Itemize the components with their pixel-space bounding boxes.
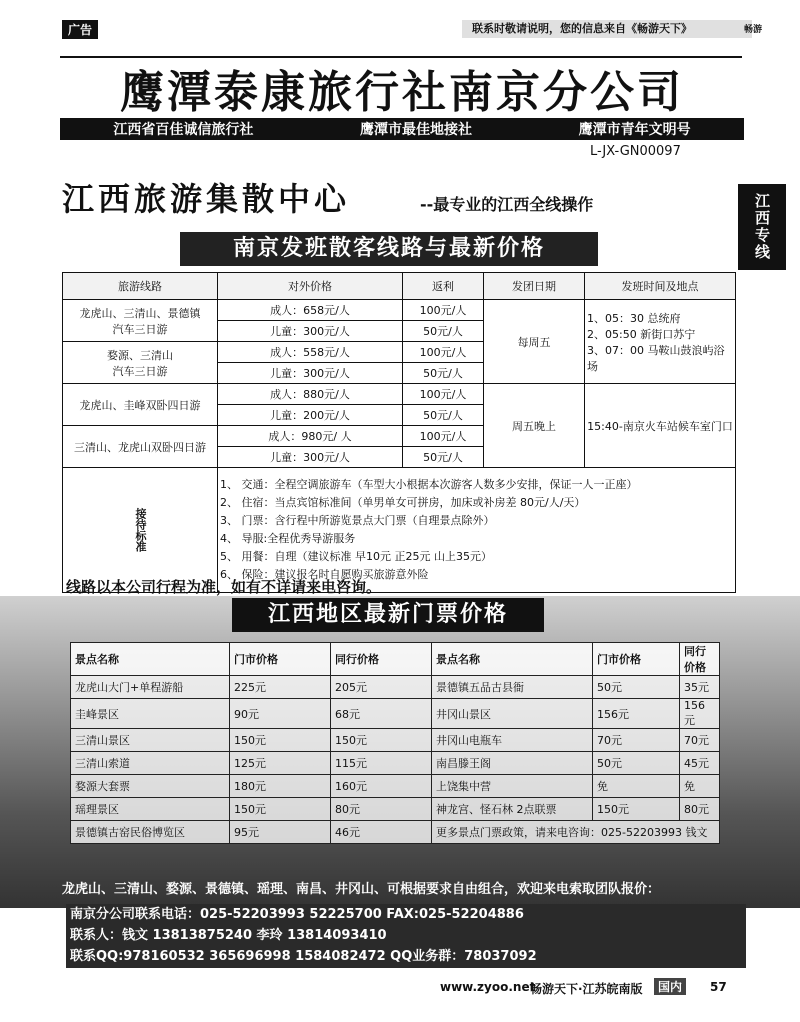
ticket-table [70, 642, 720, 844]
col-header: 旅游线路 [63, 273, 218, 300]
more-info: 更多景点门票政策，请来电咨询：025-52203993 钱文 [432, 821, 720, 844]
notes-list [218, 468, 736, 593]
section-tab: 江西专线 [738, 184, 786, 270]
retail-price: 156元 [593, 699, 680, 729]
spot-name: 神龙宫、怪石林 2点联票 [432, 798, 593, 821]
trade-price: 45元 [680, 752, 720, 775]
child-price: 儿童：300元/人 [218, 447, 403, 468]
route-name: 三清山、龙虎山双卧四日游 [63, 426, 218, 468]
adult-rebate: 100元/人 [403, 342, 484, 363]
retail-price: 180元 [230, 775, 331, 798]
spot-name: 瑶理景区 [71, 798, 230, 821]
col-header: 发团日期 [484, 273, 585, 300]
route-name: 龙虎山、三清山、景德镇 汽车三日游 [63, 300, 218, 342]
table-row [71, 676, 720, 699]
retail-price: 150元 [230, 729, 331, 752]
route-section-title: 南京发班散客线路与最新价格 [180, 232, 598, 266]
notes-label: 接待标准 [63, 468, 218, 593]
company-name: 鹰潭泰康旅行社南京分公司 [120, 67, 684, 118]
spot-name: 三清山景区 [71, 729, 230, 752]
hub-title: 江西旅游集散中心 [62, 180, 351, 218]
table-row [71, 729, 720, 752]
child-rebate: 50元/人 [403, 321, 484, 342]
route-table [62, 272, 736, 593]
combo-note: 龙虎山、三清山、婺源、景德镇、瑶理、南昌、井冈山、可根据要求自由组合，欢迎来电索取团队报价： [62, 882, 661, 897]
note-item: 1、 交通：全程空调旅游车（车型大小根据本次游客人数多少安排，保证一人一正座） [220, 478, 638, 491]
contact-qq: 联系QQ:978160532 365696998 1584082472 QQ业务群：78037092 [70, 949, 537, 964]
child-rebate: 50元/人 [403, 447, 484, 468]
honor-bar [60, 118, 744, 140]
note-item: 6、 保险：建议报名时自愿购买旅游意外险 [220, 568, 429, 581]
adult-price: 成人：880元/人 [218, 384, 403, 405]
adult-rebate: 100元/人 [403, 300, 484, 321]
col-header: 同行价格 [331, 643, 432, 676]
trade-price: 115元 [331, 752, 432, 775]
adult-price: 成人：558元/人 [218, 342, 403, 363]
trade-price: 160元 [331, 775, 432, 798]
disclaimer: 线路以本公司行程为准，如有不详请来电咨询。 [66, 578, 382, 596]
trade-price: 150元 [331, 729, 432, 752]
spot-name: 井冈山景区 [432, 699, 593, 729]
child-rebate: 50元/人 [403, 405, 484, 426]
ad-tag: 广告 [62, 20, 98, 39]
footer-brand: 畅游天下·江苏皖南版 [530, 982, 643, 996]
note-item: 4、 导服:全程优秀导游服务 [220, 532, 356, 545]
spot-name: 井冈山电瓶车 [432, 729, 593, 752]
retail-price: 免 [593, 775, 680, 798]
retail-price: 50元 [593, 752, 680, 775]
top-note: 联系时敬请说明，您的信息来自《畅游天下》 [462, 20, 752, 38]
trade-price: 35元 [680, 676, 720, 699]
col-header: 发班时间及地点 [585, 273, 736, 300]
retail-price: 150元 [593, 798, 680, 821]
spot-name: 龙虎山大门+单程游船 [71, 676, 230, 699]
honor-item: 鹰潭市青年文明号 [578, 122, 691, 138]
spot-name: 圭峰景区 [71, 699, 230, 729]
spot-name: 景德镇五品古县衙 [432, 676, 593, 699]
col-header: 景点名称 [71, 643, 230, 676]
child-price: 儿童：200元/人 [218, 405, 403, 426]
footer-tag: 国内 [654, 978, 686, 995]
depart-info: 1、05：30 总统府 2、05:50 新街口苏宁 3、07：00 马鞍山鼓浪屿浴场 [585, 300, 736, 384]
adult-rebate: 100元/人 [403, 426, 484, 447]
honor-item: 江西省百佳诚信旅行社 [113, 122, 254, 138]
spot-name: 三清山索道 [71, 752, 230, 775]
trade-price: 156元 [680, 699, 720, 729]
depart-date: 每周五 [484, 300, 585, 384]
spot-name: 婺源大套票 [71, 775, 230, 798]
trade-price: 205元 [331, 676, 432, 699]
trade-price: 80元 [331, 798, 432, 821]
col-header: 门市价格 [230, 643, 331, 676]
col-header: 景点名称 [432, 643, 593, 676]
route-name: 婺源、三清山 汽车三日游 [63, 342, 218, 384]
table-row [71, 798, 720, 821]
trade-price: 免 [680, 775, 720, 798]
col-header: 门市价格 [593, 643, 680, 676]
table-row [71, 752, 720, 775]
col-header: 同行价格 [680, 643, 720, 676]
footer-site[interactable]: www.zyoo.net [440, 980, 536, 994]
trade-price: 68元 [331, 699, 432, 729]
col-header: 返利 [403, 273, 484, 300]
contact-block [66, 904, 746, 968]
license-number: L-JX-GN00097 [590, 144, 681, 159]
retail-price: 225元 [230, 676, 331, 699]
spot-name: 南昌滕王阁 [432, 752, 593, 775]
note-item: 5、 用餐：自理（建议标准 早10元 正25元 山上35元） [220, 550, 492, 563]
spot-name: 景德镇古窑民俗博览区 [71, 821, 230, 844]
page-number: 57 [710, 980, 727, 994]
col-header: 对外价格 [218, 273, 403, 300]
retail-price: 150元 [230, 798, 331, 821]
trade-price: 46元 [331, 821, 432, 844]
adult-rebate: 100元/人 [403, 384, 484, 405]
hub-subtitle: --最专业的江西全线操作 [420, 195, 594, 214]
child-rebate: 50元/人 [403, 363, 484, 384]
route-name: 龙虎山、圭峰双卧四日游 [63, 384, 218, 426]
adult-price: 成人：658元/人 [218, 300, 403, 321]
spot-name: 上饶集中营 [432, 775, 593, 798]
child-price: 儿童：300元/人 [218, 363, 403, 384]
ticket-section-title: 江西地区最新门票价格 [232, 598, 544, 632]
trade-price: 80元 [680, 798, 720, 821]
brand-logo: 畅游 [744, 25, 763, 35]
child-price: 儿童：300元/人 [218, 321, 403, 342]
retail-price: 95元 [230, 821, 331, 844]
depart-info: 15:40-南京火车站候车室门口 [585, 384, 736, 468]
note-item: 2、 住宿：当点宾馆标准间（单男单女可拼房，加床或补房差 80元/人/天） [220, 496, 586, 509]
table-row [71, 699, 720, 729]
table-row [71, 821, 720, 844]
honor-item: 鹰潭市最佳地接社 [359, 122, 472, 138]
retail-price: 50元 [593, 676, 680, 699]
contact-people: 联系人：钱文 13813875240 李玲 13814093410 [70, 928, 387, 943]
retail-price: 125元 [230, 752, 331, 775]
retail-price: 70元 [593, 729, 680, 752]
adult-price: 成人：980元/ 人 [218, 426, 403, 447]
contact-phone: 南京分公司联系电话：025-52203993 52225700 FAX:025-52204886 [70, 907, 524, 922]
table-row [71, 775, 720, 798]
note-item: 3、 门票：含行程中所游览景点大门票（自理景点除外） [220, 514, 495, 527]
depart-date: 周五晚上 [484, 384, 585, 468]
retail-price: 90元 [230, 699, 331, 729]
trade-price: 70元 [680, 729, 720, 752]
